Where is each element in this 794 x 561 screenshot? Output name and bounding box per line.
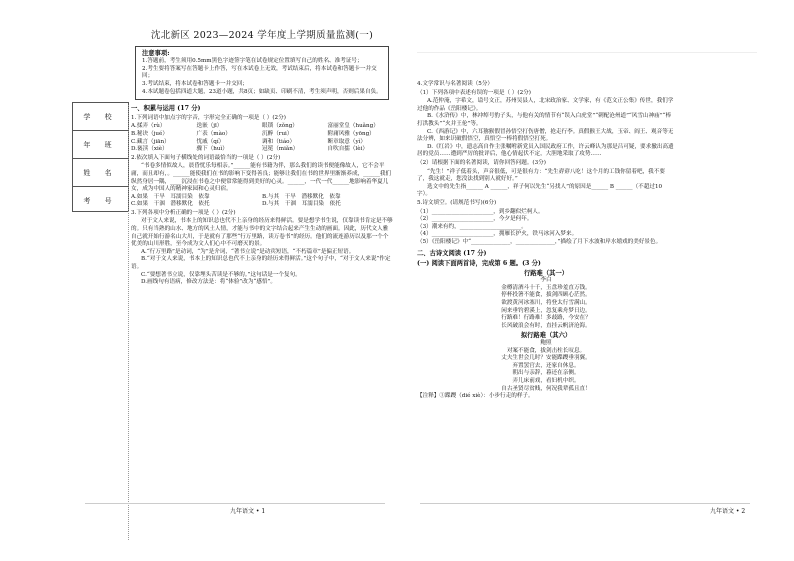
exam-title: 沈北新区 2023—2024 学年度上学期质量监测(一) <box>150 30 374 41</box>
q4-option-d: D.《红岩》中，遗志高自作主张嘱咐新党员入国民政府工作，许云峰认为那是吕可疑，要求撤出高遗居的党员……遭到严厉的批评后，他心情起伏不定，大胆地采取了攻势…… <box>417 143 674 158</box>
footer-rule-1 <box>85 503 385 504</box>
q2-options-cd <box>131 201 393 209</box>
footer-rule-2 <box>420 503 750 504</box>
q1-options-a <box>131 123 393 131</box>
option-cell: 断章取意（yì） <box>327 138 367 145</box>
q3-option-b: B.“对于文人来说，书本上的知识总也代不上亲身的经历来得鲜活。”这个句子中，“对于文人来说”作定语。 <box>131 256 391 271</box>
q3-option-a: A.“行万里路”是动词，“为”是介词，“著书立说”是动宾短语，“不朽篇章”是偏正短语。 <box>141 248 355 255</box>
option-cell: 调和（tiáo） <box>262 138 296 145</box>
option-cell: D.与其 干涸 耳濡目染 依托 <box>262 201 341 208</box>
q4-ask: 选文中的先生指______ A ______，祥子何以先生“另找人”的原因是______ B ______（不超过10字）。 <box>417 183 663 198</box>
notice-box <box>135 46 389 101</box>
q5-line: （5）《岳阳楼记》中“______________，______________，”描绘了月下水波和岸水嬉戏的美好景色。 <box>417 238 662 245</box>
binding-school: 学 校 <box>73 103 128 131</box>
q4-option-b: B.《水浒传》中，林冲绰号豹子头，与他有关的情节有“误入白虎堂”“刺配沧州道”“风雪山神庙”“棒打洪教头”“火并王伦”等。 <box>417 113 672 127</box>
poem-line: 闲来垂钓碧溪上，忽复乘舟梦日边。 <box>501 307 591 314</box>
q4-sub1: （1）下列各项中表述有误的一项是（ ）(2分) <box>417 89 531 96</box>
q5-line: （4）______________________，拥雁长护火，铁马冰河入梦来。 <box>417 231 578 238</box>
option-cell: B.秘诀（jué） <box>131 130 168 137</box>
q3-stem: 3.下列各项中分析正确的一项是（ ）(2分) <box>131 209 236 216</box>
q1-stem: 1.下列词语中加点字的字音，字形完全正确的一项是（ ）(2分) <box>131 114 286 121</box>
option-cell: A.揉弄（rù） <box>131 123 166 130</box>
q4-quote: “先生！”祥子低着头，声音很低，可是很有力：“先生孬孬八吃！这个月的工钱你留着吧，我不要了，我这就走，您没法找到别人就好好。” <box>417 168 665 183</box>
option-cell: 自吹自擂（lèi） <box>327 146 368 153</box>
poem-note: 【注释】①蹀躞（dié xiè）：小步行走的样子。 <box>417 393 534 400</box>
option-cell: 沉醉（rui） <box>262 130 293 137</box>
poem-line: 朝出与亲辞，暮还在亲侧。 <box>512 370 580 377</box>
q5-line: （3）潮来有约，______________________。 <box>417 223 527 230</box>
notice-item: 4.本试题卷包括四道大题，23道小题，共8页；如缺页、印刷不清，考生须声明，否则后果自负。 <box>142 88 382 95</box>
q4-option-c: C.《西游记》中，六耳猕猴假冒孙悟空打伤唐僧，抢走行李。真假猴王大战，玉帝、阎王、观音等无法分辨，如来识破假悟空，真悟空一棒将假悟空打死。 <box>417 128 674 143</box>
binding-info-box <box>72 102 129 212</box>
poem-line: 弄儿床前戏，看妇机中织。 <box>512 377 580 384</box>
poem-line: 长风破浪会有时，直挂云帆济沧海。 <box>501 322 591 329</box>
option-cell: C.如果 干涸 潜移默化 依托 <box>131 201 210 208</box>
poem-line: 行路难！行路难！多歧路，今安在？ <box>501 315 591 322</box>
q3-passage: 对于文人来说，书本上的知识总也代不上亲身的经历来得鲜活。要是想学书生说，仅靠读书肯定是不够的。只有当熟的山水、地方的风土人情，才能与书中的文字结合起来产生生动的画面。因此，历代文人雅自己就开始行游名山大川，于是就有了那些“行万里路，读万卷书”的经历。他们的流连游历以及那一个个优美的山川形胜，至今成为文人们心中不可磨灭的景。 <box>131 218 393 248</box>
q5-line: （2）______________________，今夕是何年。 <box>417 216 533 223</box>
option-cell: 忧戚（qí） <box>196 138 225 145</box>
q5-line: （1）______________________，到乡翻似烂柯人。 <box>417 208 544 215</box>
poem-line: 丈夫生世会几时？安能蹀躞垂羽翼。 <box>501 355 591 362</box>
poem-1-title: 行路难（其一） <box>523 269 569 277</box>
page-2-footer: 九年语文 • 2 <box>710 508 746 515</box>
notice-item: 3.考试结束，将本试卷和答题卡一并交回； <box>142 80 249 87</box>
binding-seam-line <box>128 105 129 540</box>
poem-line: 欲渡黄河冰塞川，将登太行雪满山。 <box>501 300 591 307</box>
q3-option-c: C.“要想著书立说，仅靠埋头苦读是不够的。”这句话是一个复句。 <box>141 271 301 278</box>
page-1-footer: 九年语文 • 1 <box>230 508 266 515</box>
binding-number: 考 号 <box>83 196 118 205</box>
option-cell: 迭嵌（jī） <box>196 123 223 130</box>
notice-heading: 注意事项: <box>142 49 170 57</box>
option-cell: 广表（mào） <box>196 130 231 137</box>
option-cell: 冠冕（miǎn） <box>262 146 299 153</box>
section-2-heading: 二、古诗文阅读 (17 分) <box>417 250 487 258</box>
q1-options-c <box>131 139 393 147</box>
notice-item: 2.考生要将答案写在答题卡上作答，写在本试卷上无效，考试结束后，将本试卷和答题卡一并交回； <box>142 65 377 80</box>
binding-name: 姓 名 <box>73 159 128 187</box>
q1-options-d <box>131 146 393 154</box>
q4-option-a: A.范仲淹，字希文，谥号文正，苏州吴县人，北宋政治家、文学家，有《范文正公集》传世，我们学过他的作品《岳阳楼记》。 <box>417 98 674 112</box>
q3-option-d: D.画线句有语病，修改方法是：将“体验”改为“感悟”。 <box>141 279 276 286</box>
q2-passage: “书卷多情似故人，晨昏忧乐每相亲。”______能有书籍为伴，那么我们的读书便能像故人，它不会平庸，而且却有，。______能使我们在书的影响下变得善良；能够让我们在书的世界里渐渐养成，______我们纵然身居一隅，____沉浸在书卷之中便常常能得到美好的心灵。______，一代一代______地影响着华夏儿女，成为中国人的精神家园和心灵归宿。 <box>131 163 392 193</box>
page-1 <box>131 20 393 525</box>
q4-sub2: （2）请根据下面的名著阅读，请你回答问题。(3分) <box>417 159 546 166</box>
option-cell: D.亵渎（xiè） <box>131 146 168 153</box>
notice-item: 1.答题前，考生须用0.5mm黑色字迹签字笔在试卷规定位置填写自己的姓名、准考证号； <box>142 58 363 65</box>
option-cell: 富丽堂皇（huǎng） <box>327 123 379 130</box>
option-cell: 眼锁（zǒng） <box>262 123 298 130</box>
page-2 <box>417 20 675 525</box>
poem-1-author: 李白 <box>540 277 552 284</box>
option-cell: A.如果 干旱 耳濡目染 依靠 <box>131 193 210 200</box>
poem-2-author: 鲍照 <box>540 340 552 346</box>
q2-stem: 2.依次填入下面句子横线处的词语最恰当的一项是（ ）(2分) <box>131 154 281 161</box>
section-1-heading: 一、积累与运用 (17 分) <box>131 105 201 113</box>
poem-line: 金樽清酒斗十千，玉盘珍羞直万钱。 <box>501 284 591 291</box>
poem-line: 对案不能食，拔剑击柱长叹息。 <box>506 347 586 354</box>
q5-stem: 5.诗文填空。(请规范书写)(6分) <box>417 199 497 206</box>
part-1-heading: (一) 阅读下面两首诗，完成第 6 题。(3 分) <box>417 260 541 268</box>
poem-line: 弃置罢官去，还家自休息。 <box>512 362 580 369</box>
option-cell: B.与其 干旱 潜移默化 依靠 <box>262 193 341 200</box>
poem-line: 停杯投箸不能食，拔剑四顾心茫然。 <box>501 292 591 299</box>
poem-2-title: 拟行路难（其六） <box>520 332 572 340</box>
binding-class: 年 班 <box>73 131 128 159</box>
q1-options-b <box>131 131 393 139</box>
option-cell: 附庸风雅（yōng） <box>327 130 375 137</box>
q4-stem: 4.文学常识与名著阅读（5分） <box>417 81 494 87</box>
page-2-top-spacer <box>417 20 675 80</box>
option-cell: C.藏言（jiān） <box>131 138 170 145</box>
poem-line: 自古圣贤尽贫贱，何况我辈孤且直！ <box>501 385 591 392</box>
option-cell: 骤下（huì） <box>196 146 228 153</box>
